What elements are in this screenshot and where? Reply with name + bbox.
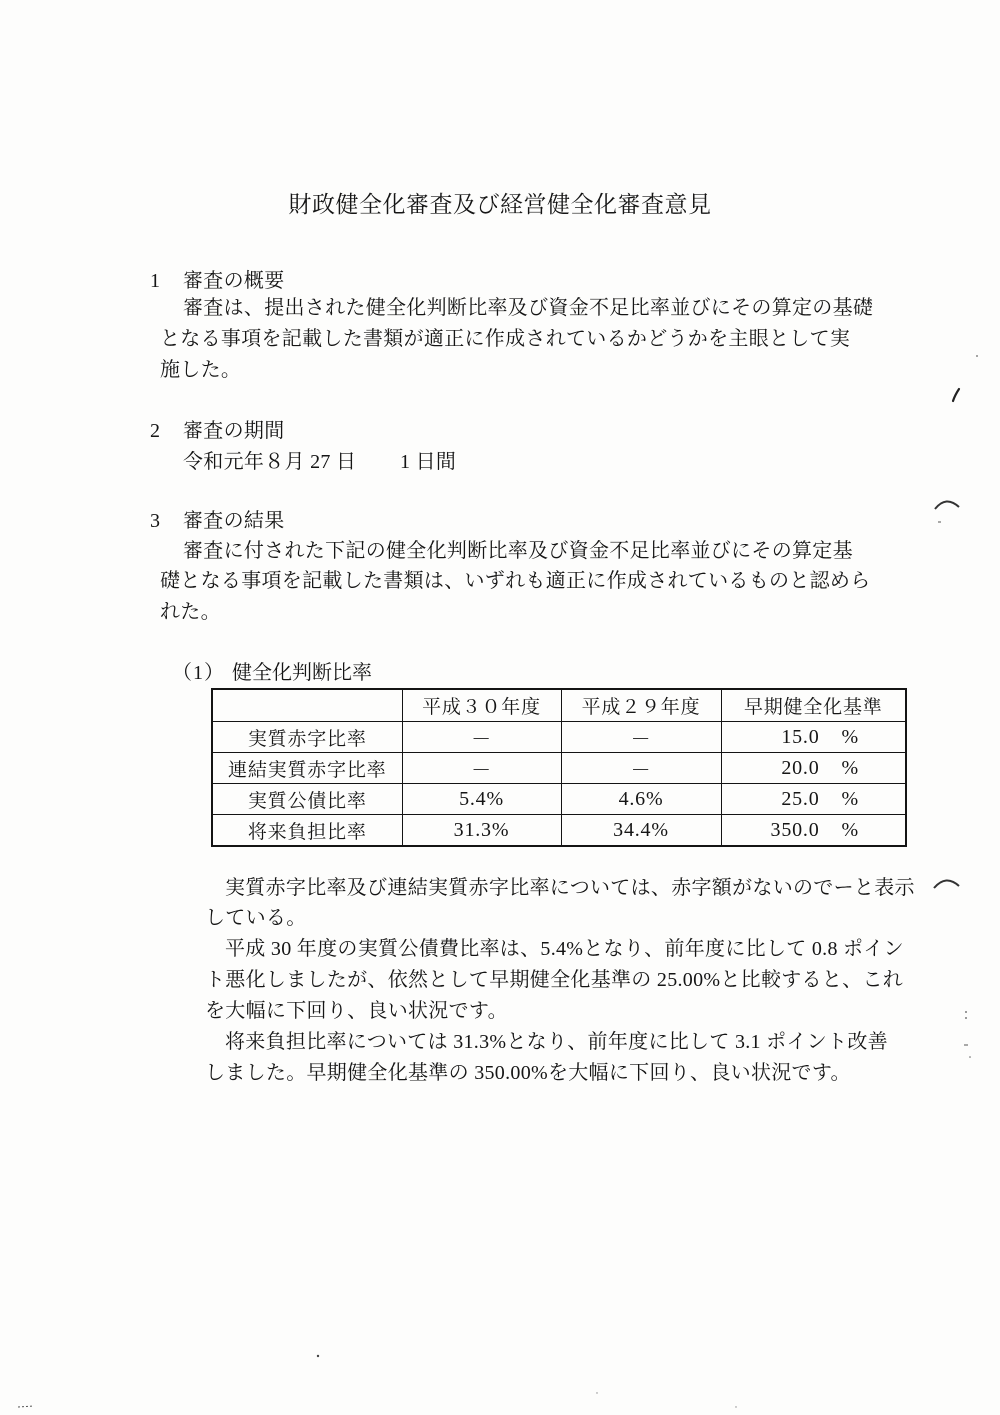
paragraph-line: れた。 (160, 601, 221, 623)
standard-value: 15.0 (781, 725, 820, 748)
table-row (212, 753, 906, 784)
standard-cell (721, 722, 906, 753)
table-row (212, 784, 906, 815)
row-label: 実質公債比率 (212, 784, 402, 815)
paragraph-line: 礎となる事項を記載した書類は、いずれも適正に作成されているものと認めら (160, 570, 871, 592)
column-header-fy2017: 平成２９年度 (561, 689, 721, 722)
paragraph-line: 実質赤字比率及び連結実質赤字比率については、赤字額がないのでーと表示 (225, 877, 915, 899)
fy2017-value: 4.6% (561, 784, 721, 815)
paragraph-line: ト悪化しましたが、依然として早期健全化基準の 25.00%と比較すると、これ (205, 969, 904, 991)
row-label: 連結実質赤字比率 (212, 753, 402, 784)
document-title: 財政健全化審査及び経営健全化審査意見 (288, 192, 712, 217)
subsection-number: （1） (172, 662, 225, 684)
section-heading: 審査の期間 (183, 420, 285, 442)
audit-date: 令和元年８月 27 日 (183, 451, 357, 473)
percent-unit: % (841, 787, 859, 810)
scan-mark (953, 389, 959, 401)
paragraph-line: 審査は、提出された健全化判断比率及び資金不足比率並びにその算定の基礎 (183, 297, 874, 319)
section-heading-row (150, 416, 285, 446)
percent-unit: % (841, 756, 859, 779)
paragraph-line: を大幅に下回り、良い状況です。 (205, 1000, 508, 1022)
section-number: 1 (150, 270, 161, 292)
percent-unit: % (841, 725, 859, 748)
fy2018-value: 31.3% (402, 815, 561, 847)
table-row (212, 815, 906, 847)
column-header-standard: 早期健全化基準 (721, 689, 906, 722)
scan-mark (965, 1017, 967, 1019)
section-heading: 審査の概要 (183, 270, 285, 292)
subsection-heading: 健全化判断比率 (232, 662, 372, 684)
section-heading-row (150, 506, 285, 536)
section-number: 3 (150, 510, 161, 532)
standard-value: 25.0 (781, 787, 820, 810)
paragraph-line: 将来負担比率については 31.3%となり、前年度に比して 3.1 ポイント改善 (225, 1031, 888, 1053)
paragraph-line: 平成 30 年度の実質公債費比率は、5.4%となり、前年度に比して 0.8 ポイン (225, 938, 904, 960)
row-label: 実質赤字比率 (212, 722, 402, 753)
section-heading-row (150, 266, 285, 296)
section-number: 2 (150, 420, 161, 442)
scan-mark (18, 1406, 34, 1407)
row-label: 将来負担比率 (212, 815, 402, 847)
scan-mark (735, 1406, 736, 1407)
table-header-row (212, 689, 906, 722)
paragraph-line: 審査に付された下記の健全化判断比率及び資金不足比率並びにその算定基 (183, 540, 853, 562)
scan-mark (976, 355, 978, 357)
scan-mark (965, 1011, 967, 1013)
section-heading: 審査の結果 (183, 510, 285, 532)
percent-unit: % (841, 818, 859, 841)
standard-cell (721, 815, 906, 847)
paragraph-line: している。 (205, 907, 307, 929)
fy2018-value: － (402, 722, 561, 753)
fy2017-value: － (561, 722, 721, 753)
scan-mark (596, 1392, 597, 1393)
fy2017-value: － (561, 753, 721, 784)
scan-mark (935, 501, 959, 509)
table-row (212, 722, 906, 753)
paragraph-line: となる事項を記載した書類が適正に作成されているかどうかを主眼として実 (160, 328, 851, 350)
standard-cell (721, 753, 906, 784)
fy2018-value: － (402, 753, 561, 784)
ratio-table (211, 688, 907, 847)
audit-duration: 1 日間 (400, 451, 457, 473)
standard-cell (721, 784, 906, 815)
corner-cell (212, 689, 402, 722)
subsection-heading-row (172, 658, 372, 688)
standard-value: 20.0 (781, 756, 820, 779)
scan-mark (934, 880, 959, 888)
fy2017-value: 34.4% (561, 815, 721, 847)
standard-value: 350.0 (770, 818, 820, 841)
scan-mark (969, 1056, 971, 1058)
fy2018-value: 5.4% (402, 784, 561, 815)
paragraph-line: しました。早期健全化基準の 350.00%を大幅に下回り、良い状況です。 (205, 1062, 851, 1084)
scan-mark (317, 1355, 319, 1357)
column-header-fy2018: 平成３０年度 (402, 689, 561, 722)
paragraph-line: 施した。 (160, 359, 242, 381)
